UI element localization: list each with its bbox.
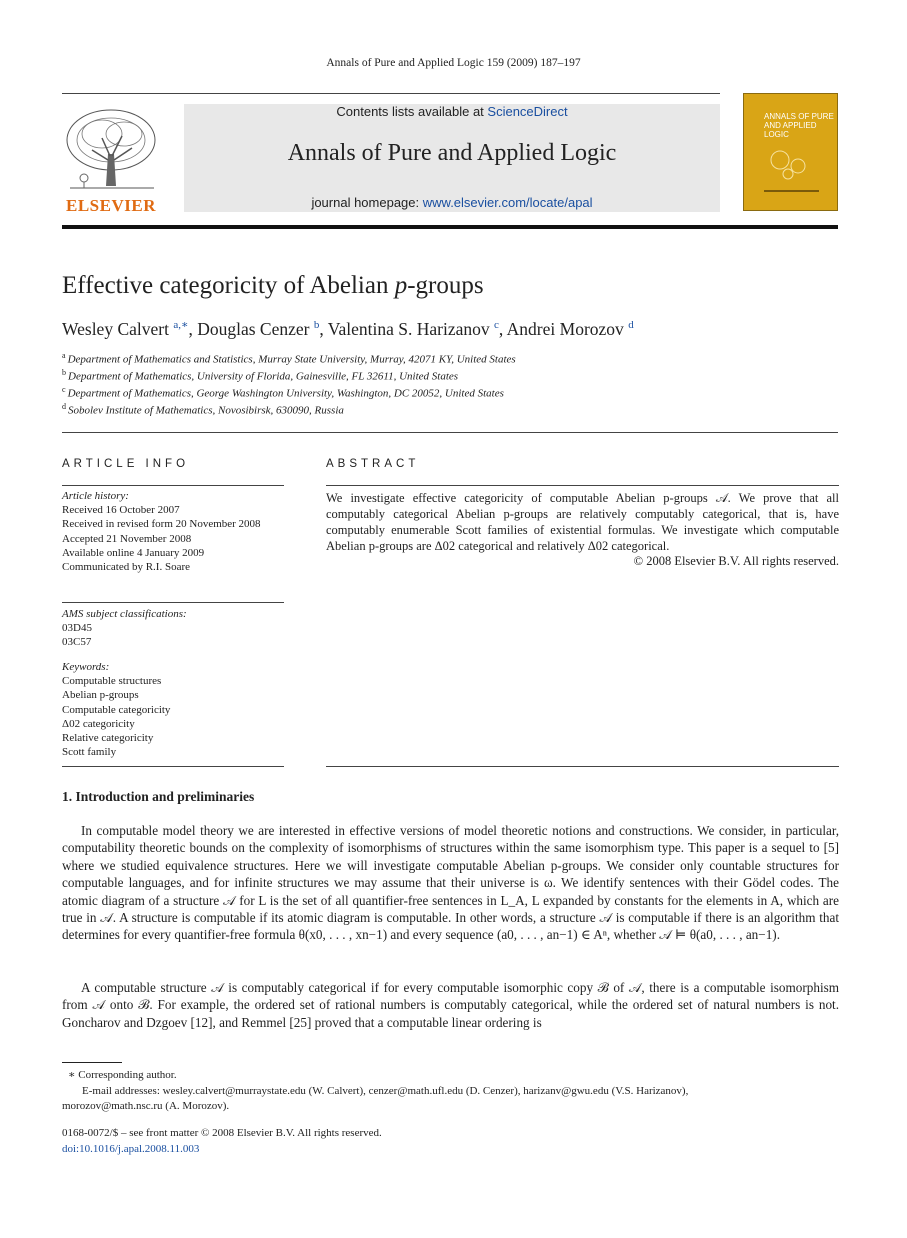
article-info-heading: ARTICLE INFO (62, 458, 190, 470)
history-item: Available online 4 January 2009 (62, 546, 205, 559)
title-bottom-rule (62, 432, 838, 433)
history-item: Received in revised form 20 November 2008 (62, 518, 261, 531)
author-list (62, 318, 634, 340)
intro-paragraph-2 (62, 979, 839, 1031)
author-name: Wesley Calvert (62, 318, 174, 339)
abstract-copyright: © 2008 Elsevier B.V. All rights reserved. (633, 554, 839, 568)
journal-title: Annals of Pure and Applied Logic (287, 140, 617, 166)
affiliation-a (62, 351, 516, 366)
author-separator: , (498, 318, 507, 339)
keywords (62, 660, 284, 759)
abstract-bottom-rule (326, 766, 839, 767)
history-list (62, 503, 284, 574)
keyword-item: Abelian p-groups (62, 689, 139, 702)
section-heading-introduction: 1. Introduction and preliminaries (62, 789, 255, 804)
affiliation-mark: b (62, 368, 66, 377)
keyword-item: Computable structures (62, 675, 162, 688)
footnotes (62, 1068, 839, 1115)
affiliation-text: Department of Mathematics, George Washington University, Washington, DC 20052, United States (67, 387, 504, 400)
affiliation-d (62, 402, 344, 417)
elsevier-wordmark: ELSEVIER (66, 196, 156, 215)
affiliation-mark: d (62, 402, 66, 411)
abstract-rule (326, 485, 839, 486)
issn-line: 0168-0072/$ – see front matter © 2008 Elsevier B.V. All rights reserved. (62, 1127, 382, 1139)
journal-cover (743, 93, 838, 211)
cover-bar (764, 190, 819, 192)
author-affiliation-mark[interactable]: b (313, 319, 320, 331)
abstract-text: We investigate effective categoricity of computable Abelian p-groups 𝒜. We prove that all computably categorical Abelian p-groups are relatively computably categorical, that is, have computably enumerable Scott families of existential formulas. We investigate which computable Abelian p-groups are Δ02 categorical and relatively Δ02 categorical. (326, 491, 839, 553)
cover-figure-icon (762, 144, 822, 184)
footnote-rule (62, 1062, 122, 1063)
keywords-label: Keywords: (62, 661, 110, 673)
header-thick-rule (62, 225, 838, 229)
history-item: Received 16 October 2007 (62, 504, 180, 517)
author-affiliation-mark[interactable]: a,∗ (173, 319, 189, 331)
ams-list (62, 621, 284, 649)
author-name: Valentina S. Harizanov (327, 318, 494, 339)
affiliation-text: Sobolev Institute of Mathematics, Novosibirsk, 630090, Russia (68, 404, 344, 417)
article-info-rule (62, 485, 284, 486)
keyword-item: Relative categoricity (62, 732, 154, 745)
history-label: Article history: (62, 490, 129, 502)
affiliation-b (62, 368, 458, 383)
article-title: Effective categoricity of Abelian p-groups (62, 272, 484, 299)
intro-paragraph-1 (62, 822, 839, 944)
affiliation-c (62, 385, 504, 400)
ams-classifications (62, 607, 284, 650)
journal-reference: Annals of Pure and Applied Logic 159 (2009) 187–197 (326, 57, 581, 69)
affiliation-mark: a (62, 351, 66, 360)
article-info-bottom-rule (62, 766, 284, 767)
contents-line (184, 104, 720, 119)
sciencedirect-link[interactable]: ScienceDirect (487, 104, 568, 119)
history-item: Communicated by R.I. Soare (62, 561, 191, 574)
affiliation-text: Department of Mathematics and Statistics, Murray State University, Murray, 42071 KY, United States (67, 353, 516, 366)
homepage-line (184, 195, 720, 210)
affiliation-text: Department of Mathematics, University of Florida, Gainesville, FL 32611, United States (68, 370, 459, 383)
ams-label: AMS subject classifications: (62, 608, 187, 620)
corresponding-author-note: ∗ Corresponding author. (68, 1069, 177, 1081)
author-affiliation-mark[interactable]: c (493, 319, 499, 331)
tree-icon (62, 104, 160, 196)
cover-title: ANNALS OF PURE AND APPLIED LOGIC (764, 112, 834, 139)
header-top-rule (62, 93, 720, 94)
ams-code: 03D45 (62, 622, 92, 635)
author-name: Douglas Cenzer (197, 318, 314, 339)
email-line-1: E-mail addresses: wesley.calvert@murraystate.edu (W. Calvert), cenzer@math.ufl.edu (D. Cenzer), harizanv@gwu.edu (V.S. Harizanov), (82, 1084, 689, 1097)
homepage-prefix: journal homepage: (311, 195, 423, 210)
article-history (62, 489, 284, 574)
contents-prefix: Contents lists available at (336, 104, 488, 119)
author-separator: , (188, 318, 198, 339)
author-affiliation-mark[interactable]: d (628, 319, 634, 331)
doi-link[interactable]: doi:10.1016/j.apal.2008.11.003 (62, 1142, 200, 1155)
keyword-item: Scott family (62, 746, 117, 759)
intro-paragraph-1-text: In computable model theory we are interested in effective versions of model theoretic notions and constructions. We consider, in particular, computability theoretic bounds on the complexity of isomorphisms of structures within the same isomorphism type. This paper is a sequel to [5] where we studied equivalence structures. Here we will investigate computable Abelian p-groups. We consider only countable structures for computable languages, and for infinite structures we may assume that their universe is ω. We identify sentences with their Gödel codes. The atomic diagram of a structure 𝒜 for L is the set of all quantifier-free sentences in L_A, L expanded by constants for the elements in A, which are true in 𝒜. A structure is computable if its atomic diagram is computable. In other words, a structure 𝒜 is computable if there is an algorithm that determines for every quantifier-free formula θ(x0, . . . , xn−1) and every sequence (a0, . . . , an−1) ∈ Aⁿ, whether 𝒜 ⊨ θ(a0, . . . , an−1). (62, 823, 839, 943)
ams-rule (62, 602, 284, 603)
keyword-item: Computable categoricity (62, 703, 171, 716)
ams-code: 03C57 (62, 636, 92, 649)
author-name: Andrei Morozov (506, 318, 629, 339)
email-line-2: morozov@math.nsc.ru (A. Morozov). (62, 1100, 230, 1112)
keywords-list (62, 674, 284, 759)
intro-paragraph-2-text: A computable structure 𝒜 is computably categorical if for every computable isomorphic copy ℬ of 𝒜, there is a computable isomorphism from 𝒜 onto ℬ. For example, the ordered set of rational numbers is computably categorical, while the ordered set of natural numbers is not. Goncharov and Dzgoev [12], and Remmel [25] proved that a computable linear ordering is (62, 980, 839, 1030)
homepage-link[interactable]: www.elsevier.com/locate/apal (422, 195, 593, 210)
keyword-item: Δ02 categoricity (62, 717, 135, 730)
author-separator: , (319, 318, 328, 339)
history-item: Accepted 21 November 2008 (62, 532, 192, 545)
affiliation-mark: c (62, 385, 66, 394)
front-matter (62, 1126, 382, 1157)
abstract-heading: ABSTRACT (326, 458, 420, 470)
